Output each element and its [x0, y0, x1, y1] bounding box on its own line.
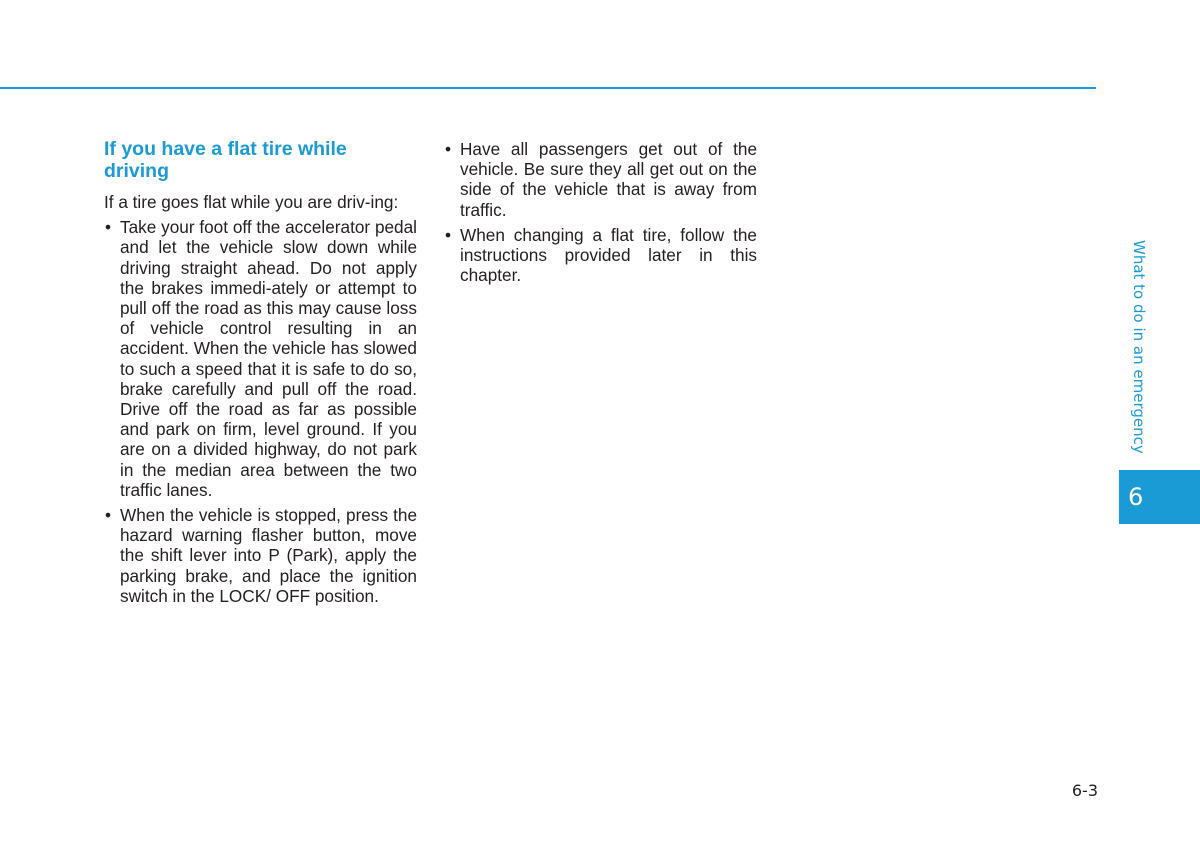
- intro-paragraph: If a tire goes flat while you are driv-ing:: [104, 192, 399, 212]
- header-rule: [0, 87, 1096, 89]
- list-item-text: Take your foot off the accelerator pedal and let the vehicle slow down while driving straight ahead. Do not apply the brakes immedi-ately or attempt to pull off the road as this may cause loss of vehicle control resulting in an accident. When the vehicle has slowed to such a speed that it is safe to do so, brake carefully and pull off the road. Drive off the road as far as possible and park on firm, level ground. If you are on a divided highway, do not park in the median area between the two traffic lanes.: [120, 217, 417, 500]
- list-item: [104, 217, 417, 500]
- list-item-text: When changing a flat tire, follow the instructions provided later in this chapter.: [460, 224, 757, 286]
- list-item: [444, 139, 757, 220]
- list-item: [104, 505, 417, 606]
- list-item-text: When the vehicle is stopped, press the hazard warning flasher button, move the shift lever into P (Park), apply the parking brake, and place the ignition switch in the LOCK/ OFF position.: [120, 505, 417, 606]
- bullet-icon: •: [105, 505, 112, 526]
- right-column: [444, 139, 757, 290]
- list-item-text: Have all passengers get out of the vehicle. Be sure they all get out on the side of the vehicle that is away from traffic.: [460, 139, 757, 220]
- bullet-icon: •: [445, 139, 452, 159]
- right-bullet-list: [444, 139, 757, 285]
- section-heading: If you have a flat tire while driving: [104, 138, 347, 182]
- list-item: [444, 225, 757, 286]
- left-column: [104, 139, 417, 611]
- bullet-icon: •: [105, 217, 112, 238]
- left-bullet-list: [104, 217, 417, 606]
- page-number: 6-3: [1071, 781, 1098, 800]
- chapter-title-label: What to do in an emergency: [1130, 240, 1148, 454]
- chapter-number-tab: 6: [1119, 470, 1200, 524]
- bullet-icon: •: [445, 224, 452, 245]
